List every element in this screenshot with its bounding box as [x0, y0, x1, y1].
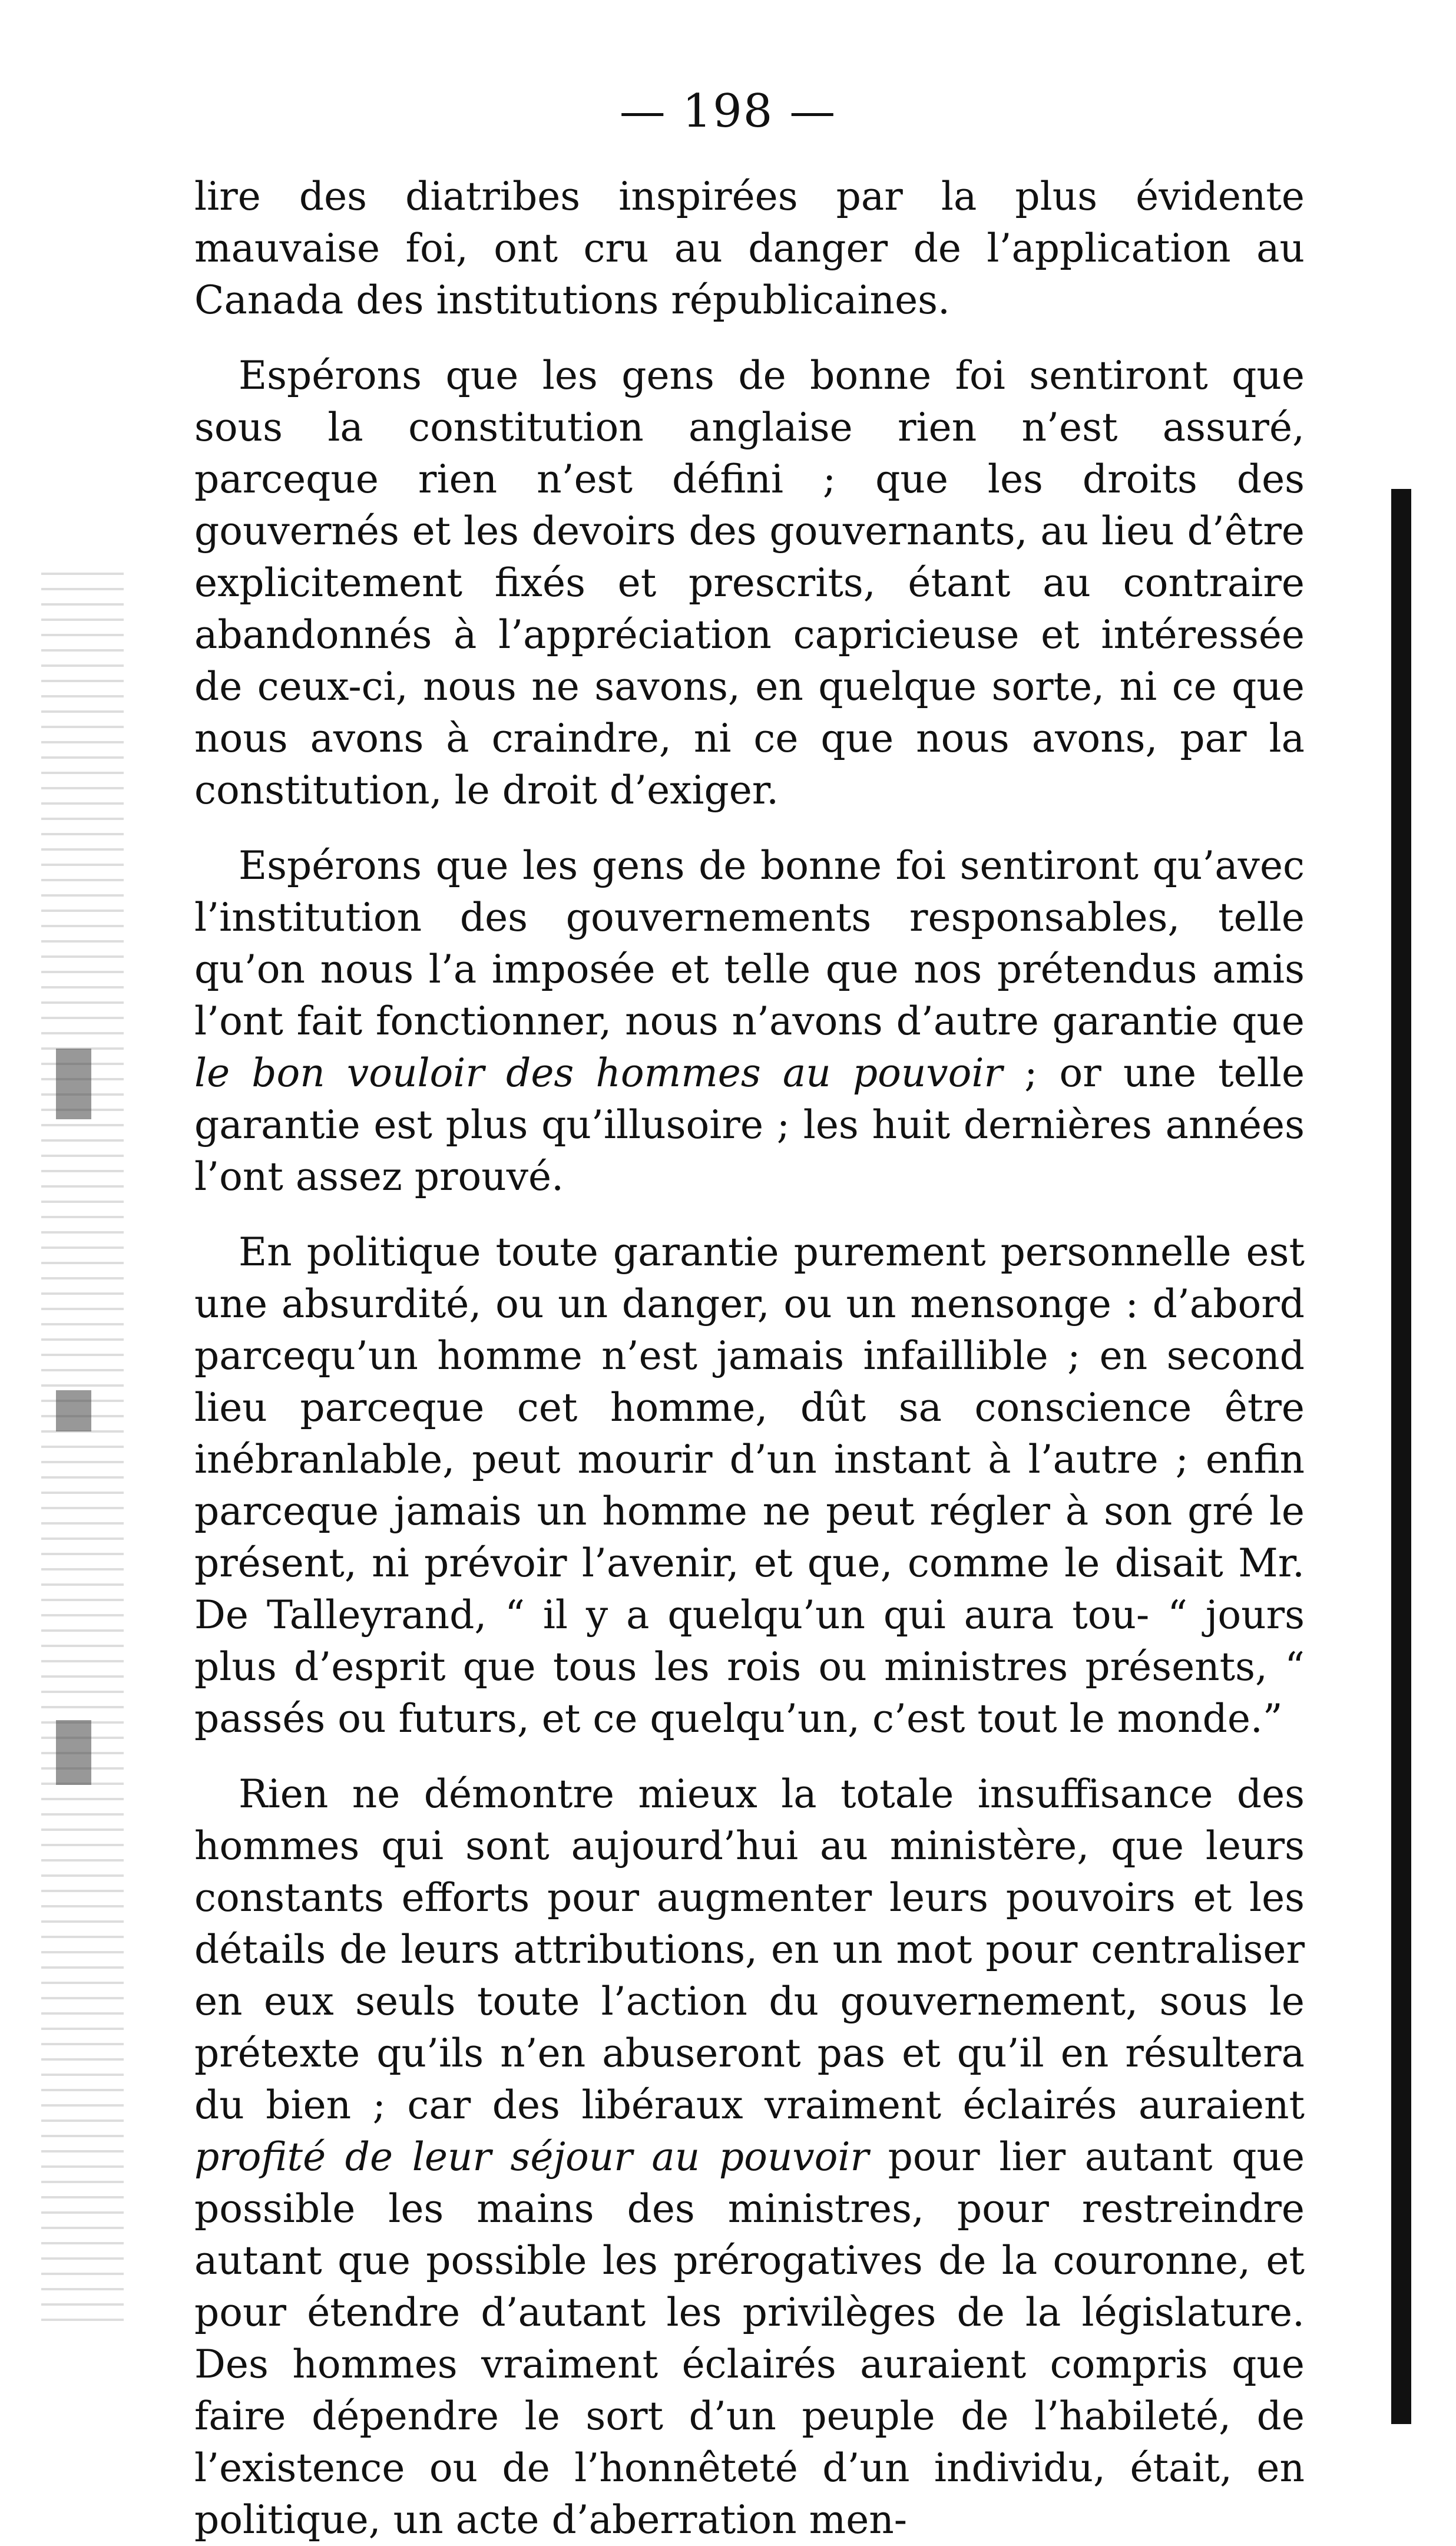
- text-run: pour lier autant que possible les mains des ministres, pour restreindre autant que possible les prérogatives de la couronne, et pour étendre d’autant les privilèges de la législature. Des hommes vraiment éclairés auraient compris que faire dépendre le sort d’un peuple de l’habileté, de l’existence ou de l’honnêteté d’un individu, était, en politique, un acte d’aberration men-: [194, 2134, 1305, 2542]
- text-run: Rien ne démontre mieux la totale insuffisance des hommes qui sont aujourd’hui au ministère, que leurs constants efforts pour augmenter leurs pouvoirs et les détails de leurs attributions, en un mot pour centraliser en eux seuls toute l’action du gouvernement, sous le prétexte qu’ils n’en abuseront pas et qu’il en résultera du bien ; car des libéraux vraiment éclairés auraient: [194, 1771, 1305, 2128]
- paragraph: [194, 1768, 1305, 2546]
- paragraph: [194, 171, 1305, 326]
- italic-phrase: profité de leur séjour au pouvoir: [194, 2134, 869, 2180]
- paragraph: [194, 840, 1305, 1203]
- text-run: lire des diatribes inspirées par la plus évidente mauvaise foi, ont cru au danger de l’application au Canada des institutions républicaines.: [194, 174, 1305, 323]
- paragraph: [194, 1226, 1305, 1745]
- text-run: Espérons que les gens de bonne foi sentiront que sous la constitution anglaise rien n’est assuré, parceque rien n’est défini ; que les droits des gouvernés et les devoirs des gouvernants, au lieu d’être explicitement fixés et prescrits, étant au contraire abandonnés à l’appréciation capricieuse et intéressée de ceux-ci, nous ne savons, en quelque sorte, ni ce que nous avons à craindre, ni ce que nous avons, par la constitution, le droit d’exiger.: [194, 353, 1305, 813]
- text-run: Espérons que les gens de bonne foi sentiront qu’avec l’institution des gouvernements responsables, telle qu’on nous l’a imposée et telle que nos prétendus amis l’ont fait fonctionner, nous n’avons d’autre garantie que: [194, 843, 1305, 1044]
- text-run: ; or une telle garantie est plus qu’illusoire ; les huit dernières années l’ont assez prouvé.: [194, 1050, 1305, 1199]
- page-number: — 198 —: [619, 85, 837, 138]
- binding-mark: [56, 1390, 91, 1431]
- margin-rule: [1391, 489, 1411, 2424]
- binding-mark: [56, 1720, 91, 1785]
- paragraph: [194, 350, 1305, 816]
- italic-phrase: le bon vouloir des hommes au pouvoir: [194, 1050, 1003, 1096]
- binding-mark: [56, 1049, 91, 1119]
- page-binding-edge: [41, 560, 124, 2327]
- text-run: En politique toute garantie purement personnelle est une absurdité, ou un danger, ou un mensonge : d’abord parcequ’un homme n’est jamais infaillible ; en second lieu parceque cet homme, dût sa conscience être inébranlable, peut mourir d’un instant à l’autre ; enfin parceque jamais un homme ne peut régler à son gré le présent, ni prévoir l’avenir, et que, comme le disait Mr. De Talleyrand, “ il y a quelqu’un qui aura tou- “ jours plus d’esprit que tous les rois ou ministres présents, “ passés ou futurs, et ce quelqu’un, c’est tout le monde.”: [194, 1229, 1305, 1741]
- body-text: [194, 171, 1305, 2546]
